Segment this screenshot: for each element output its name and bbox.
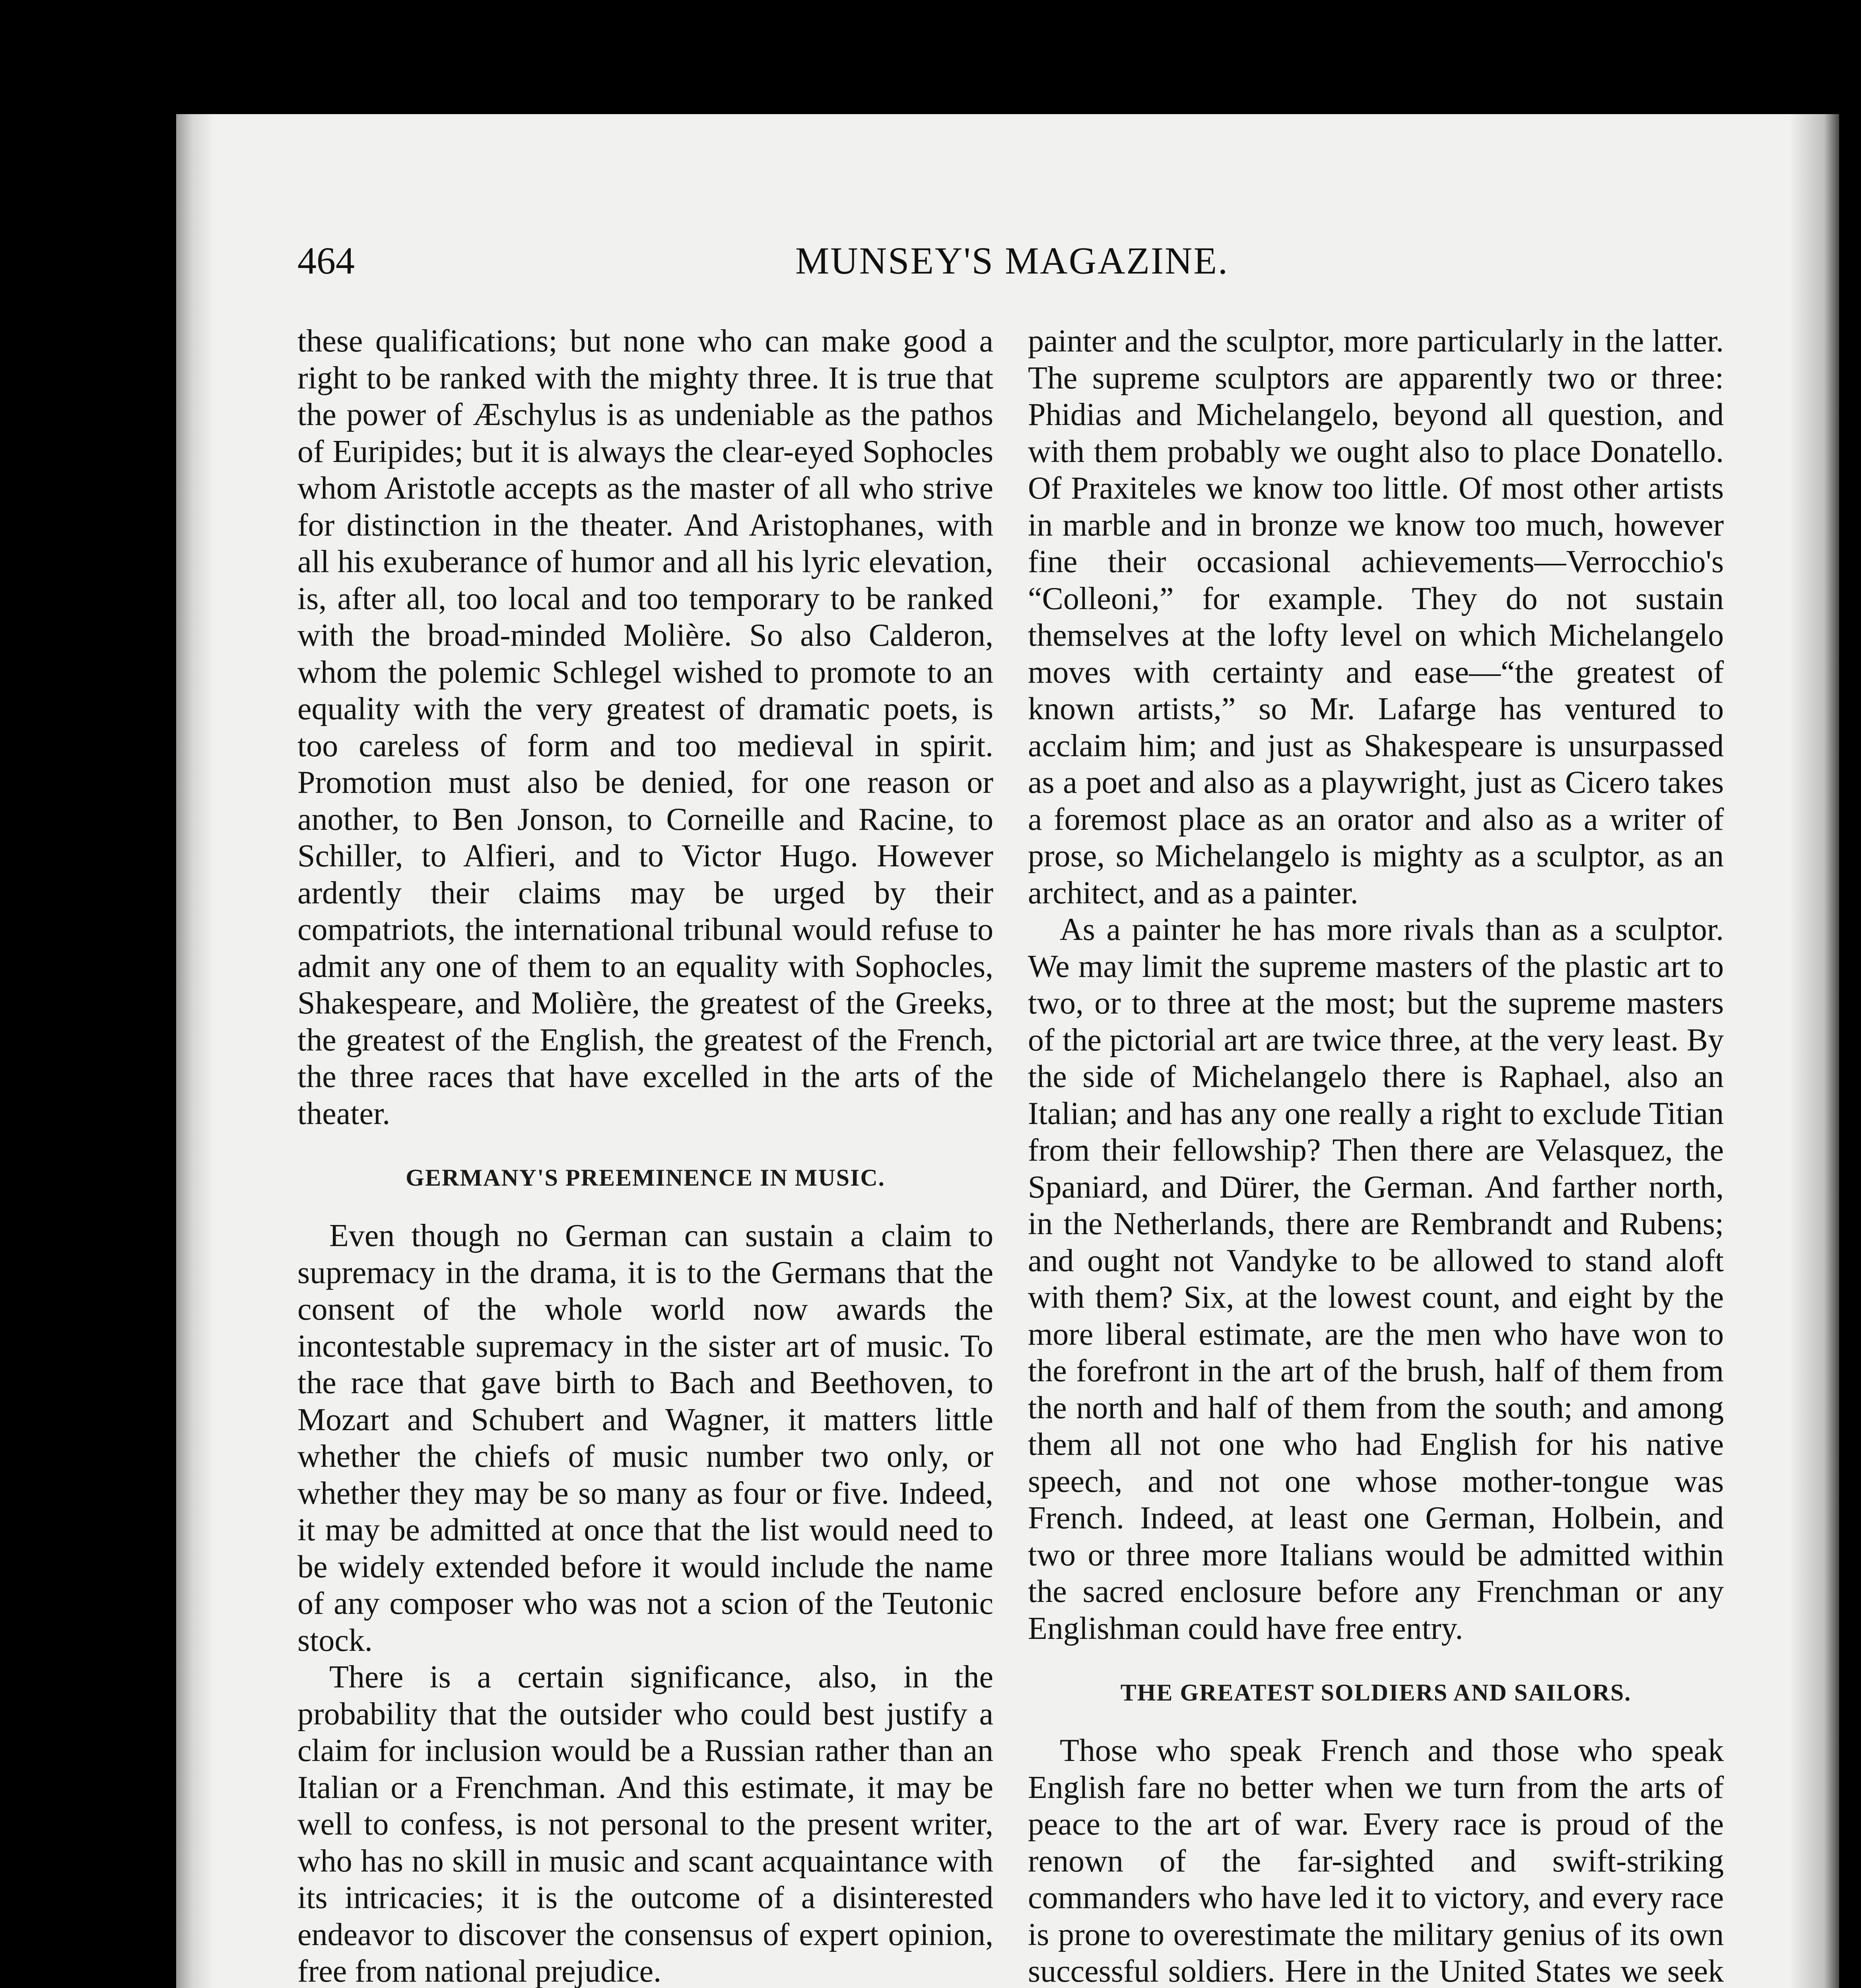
body-paragraph: As a painter he has more rivals than as a sculptor. We may limit the supreme masters of the plastic art to two, or to three at the most; but the supreme masters of the pictorial art are twice three, at the very least. By the side of Michelangelo there is Raphael, also an Italian; and has any one really a right to exclude Titian from their fellowship? Then there are Velasquez, the Spaniard, and Dürer, the German. And farther north, in the Netherlands, there are Rembrandt and Rubens; and ought not Vandyke to be allowed to stand aloft with them? Six, at the lowest count, and eight by the more liberal estimate, are the men who have won to the forefront in the art of the brush, half of them from the north and half of them from the south; and among them all not one who had English for his native speech, and not one whose mother-tongue was French. Indeed, at least one German, Holbein, and two or three more Italians would be admitted within the sacred enclosure before any Frenchman or any Englishman could have free entry. bbox=[1028, 912, 1724, 1646]
left-column bbox=[297, 323, 993, 1988]
right-column bbox=[1028, 323, 1724, 1988]
running-title: MUNSEY'S MAGAZINE. bbox=[795, 239, 1229, 282]
body-paragraph: There is a certain significance, also, in the probability that the outsider who could best justify a claim for inclusion would be a Russian rather than an Italian or a Frenchman. And this estimate, it may be well to confess, is not personal to the present writer, who has no skill in music and scant acquaintance with its intricacies; it is the outcome of a disinterested endeavor to discover the consensus of expert opinion, free from national prejudice. bbox=[297, 1660, 993, 1988]
page-edge-shadow bbox=[1789, 114, 1839, 1988]
page-number: 464 bbox=[297, 239, 355, 282]
section-heading: THE GREATEST SOLDIERS AND SAILORS. bbox=[1120, 1679, 1632, 1706]
body-paragraph: Even though no German can sustain a claim to supremacy in the drama, it is to the Germans that the consent of the whole world now awards the incontestable supremacy in the sister art of music. To the race that gave birth to Bach and Beethoven, to Mozart and Schubert and Wagner, it matters little whether the chiefs of music number two only, or whether they may be so many as four or five. Indeed, it may be admitted at once that the list would need to be widely extended before it would include the name of any composer who was not a scion of the Teutonic stock. bbox=[297, 1218, 993, 1658]
body-paragraph: these qualifications; but none who can make good a right to be ranked with the mighty three. It is true that the power of Æschylus is as undeniable as the pathos of Euripides; but it is always the clear-eyed Sophocles whom Aristotle accepts as the master of all who strive for distinction in the theater. And Aristophanes, with all his exuberance of humor and all his lyric elevation, is, after all, too local and too temporary to be ranked with the broad-minded Molière. So also Calderon, whom the polemic Schlegel wished to promote to an equality with the very greatest of dramatic poets, is too careless of form and too medieval in spirit. Promotion must also be denied, for one reason or another, to Ben Jonson, to Corneille and Racine, to Schiller, to Alfieri, and to Victor Hugo. However ardently their claims may be urged by their compatriots, the international tribunal would refuse to admit any one of them to an equality with Sophocles, Shakespeare, and Molière, the greatest of the Greeks, the greatest of the English, the greatest of the French, the three races that have excelled in the arts of the theater. bbox=[297, 324, 993, 1131]
page-binding-shadow bbox=[176, 114, 212, 1988]
body-paragraph: Those who speak French and those who speak English fare no better when we turn from the arts of peace to the art of war. Every race is proud of the renown of the far-sighted and swift-striking commanders who have led it to victory, and every race is prone to overestimate the military genius of its own successful soldiers. Here in the United States we seek bbox=[1028, 1733, 1724, 1988]
body-paragraph: painter and the sculptor, more particularly in the latter. The supreme sculptors are apparently two or three: Phidias and Michelangelo, beyond all question, and with them probably we ought also to place Donatello. Of Praxiteles we know too little. Of most other artists in marble and in bronze we know too much, however fine their occasional achievements—Verrocchio's “Colleoni,” for example. They do not sustain themselves at the lofty level on which Michelangelo moves with certainty and ease—“the greatest of known artists,” so Mr. Lafarge has ventured to acclaim him; and just as Shakespeare is unsurpassed as a poet and also as a playwright, just as Cicero takes a foremost place as an orator and also as a writer of prose, so Michelangelo is mighty as a sculptor, as an architect, and as a painter. bbox=[1028, 324, 1724, 911]
section-heading: GERMANY'S PREEMINENCE IN MUSIC. bbox=[406, 1165, 885, 1191]
